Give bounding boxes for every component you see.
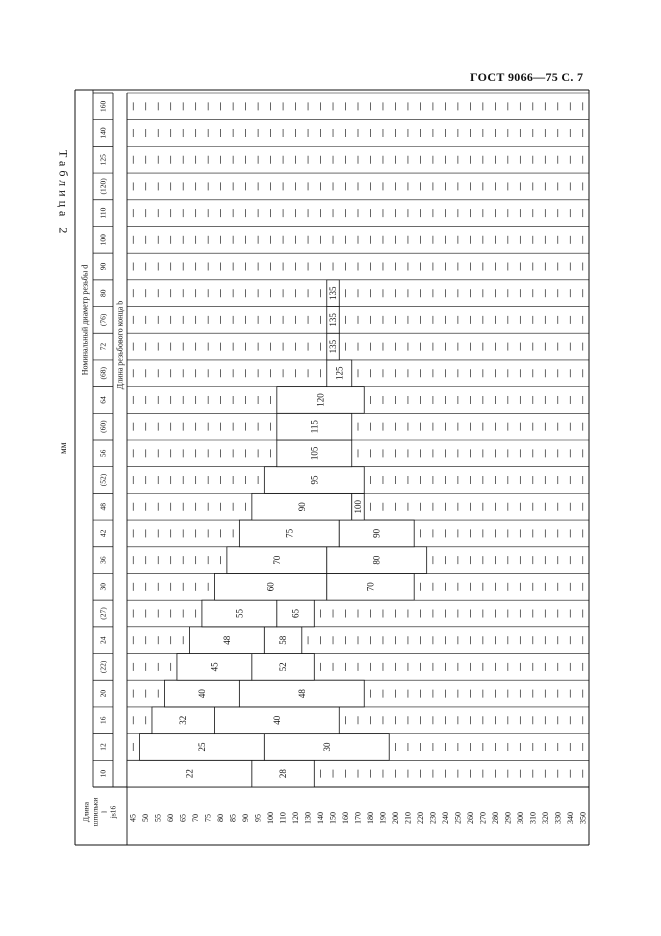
diameter-label: 64	[98, 396, 108, 404]
length-label: 45	[128, 814, 138, 822]
block-value: 95	[309, 475, 320, 485]
block-value: 30	[321, 742, 332, 752]
length-label: 320	[540, 812, 550, 824]
stub-header-text: Длина	[81, 801, 91, 823]
length-label: 200	[390, 812, 400, 824]
diameter-label: 42	[98, 529, 108, 538]
block-value: 135	[328, 339, 339, 354]
stub-header-text: шпильки	[90, 797, 100, 827]
length-label: 330	[553, 812, 563, 824]
length-label: 170	[353, 812, 363, 824]
block-value: 45	[209, 662, 220, 672]
length-label: 80	[216, 814, 226, 822]
block-value: 115	[309, 420, 320, 434]
length-label: 90	[241, 814, 251, 822]
length-label: 190	[378, 812, 388, 824]
diameter-label: 140	[98, 127, 108, 139]
block-value: 100	[353, 499, 363, 514]
block-value: 60	[265, 582, 276, 592]
length-label: 260	[465, 812, 475, 824]
block-value: 70	[365, 582, 376, 592]
length-label: 70	[191, 814, 201, 822]
block-value: 105	[309, 446, 320, 461]
diameter-label: (76)	[98, 313, 108, 327]
diameter-label: 56	[98, 449, 108, 458]
diameter-label: (27)	[98, 607, 108, 620]
block-value: 48	[296, 689, 307, 699]
length-label: 110	[278, 812, 288, 824]
block-value: 65	[290, 609, 301, 618]
length-label: 120	[291, 812, 301, 824]
diameter-label: 90	[98, 262, 108, 271]
block-value: 135	[328, 286, 339, 300]
block-value: 90	[371, 528, 382, 538]
block-value: 80	[371, 555, 382, 565]
diameter-label: 80	[98, 289, 108, 297]
block-value: 28	[278, 769, 289, 779]
block-value: 120	[315, 393, 326, 407]
diameter-label: 72	[98, 342, 108, 351]
length-label: 130	[303, 812, 313, 824]
length-label: 60	[166, 814, 176, 822]
diameter-label: 20	[98, 689, 108, 698]
length-label: 310	[528, 812, 538, 824]
block-value: 52	[278, 662, 289, 672]
table-cells	[127, 102, 583, 787]
sub-header: Длина резьбового конца b	[115, 300, 125, 390]
block-value: 25	[196, 742, 207, 752]
diameter-label: 48	[98, 502, 108, 511]
stub-header-text: l	[99, 810, 109, 814]
page-header: ГОСТ 9066—75 С. 7	[470, 70, 584, 84]
stub-header-text: js16	[108, 805, 118, 819]
length-label: 340	[565, 812, 575, 824]
diameter-label: 16	[98, 716, 108, 725]
block-value: 75	[284, 528, 295, 538]
diameter-label: 24	[98, 636, 108, 644]
diameter-label: 12	[98, 743, 108, 751]
length-label: 140	[316, 812, 326, 824]
block-value: 32	[178, 715, 189, 725]
diameter-label: 100	[98, 234, 108, 246]
length-label: 280	[490, 812, 500, 824]
length-label: 300	[515, 812, 525, 824]
diameter-label: 10	[98, 769, 108, 778]
length-label: 75	[203, 814, 213, 822]
length-label: 180	[365, 812, 375, 824]
diameter-label: 110	[98, 207, 108, 219]
block-value: 135	[328, 313, 339, 327]
diameter-label: (120)	[98, 178, 108, 195]
diameter-label: (60)	[98, 420, 108, 433]
length-label: 220	[415, 812, 425, 824]
block-value: 40	[271, 715, 282, 725]
length-label: 150	[328, 812, 338, 824]
length-label: 230	[428, 812, 438, 824]
block-value: 40	[196, 689, 207, 699]
length-label: 95	[253, 814, 263, 822]
diameter-label: (22)	[98, 660, 108, 674]
length-label: 65	[178, 814, 188, 822]
block-value: 70	[271, 555, 282, 565]
block-value: 90	[296, 502, 307, 512]
diameter-label: 125	[98, 154, 108, 166]
length-label: 55	[153, 814, 163, 822]
diameter-label: 36	[98, 556, 108, 564]
diameter-label: (52)	[98, 473, 108, 487]
length-label: 85	[228, 814, 238, 822]
length-label: 100	[266, 812, 276, 824]
block-value: 22	[184, 769, 195, 779]
diameter-label: 160	[98, 100, 108, 112]
length-label: 350	[578, 812, 588, 824]
block-value: 125	[334, 366, 345, 381]
block-value: 48	[221, 635, 232, 645]
length-label: 160	[341, 812, 351, 824]
length-label: 240	[440, 812, 450, 824]
group-header: Номинальный диаметр резьбы d	[80, 264, 90, 376]
diameter-label: 30	[98, 583, 108, 591]
length-label: 290	[503, 812, 513, 824]
diameter-label: (68)	[98, 367, 108, 380]
block-value: 55	[234, 609, 245, 618]
length-label: 50	[141, 814, 151, 822]
block-value: 58	[278, 635, 289, 645]
length-label: 270	[478, 812, 488, 824]
length-label: 210	[403, 812, 413, 824]
length-label: 250	[453, 812, 463, 824]
